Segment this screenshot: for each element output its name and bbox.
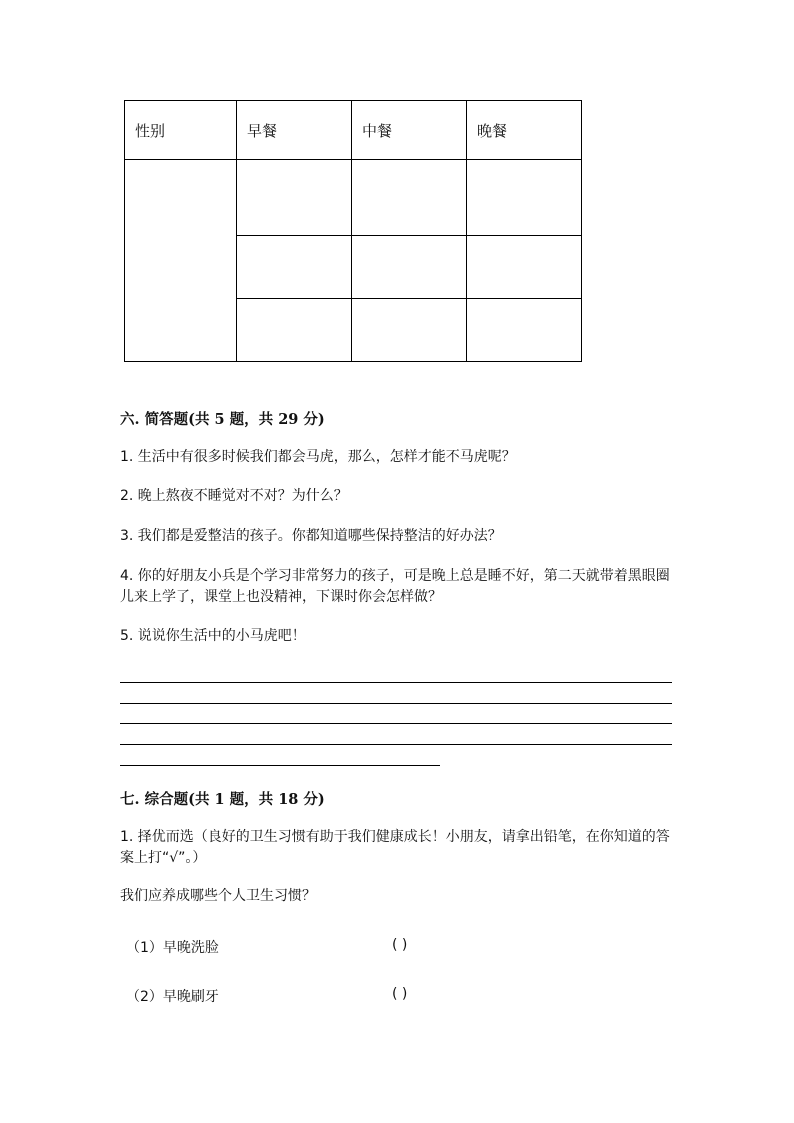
answer-line[interactable] [120,682,672,683]
question-4: 4. 你的好朋友小兵是个学习非常努力的孩子，可是晚上总是睡不好，第二天就带着黑眼圈儿来上学了，课堂上也没精神，下课时你会怎样做？ [120,568,670,605]
table-cell[interactable] [467,236,582,299]
table-cell[interactable] [237,236,352,299]
question-3: 3. 我们都是爱整洁的孩子。你都知道哪些保持整洁的好办法？ [120,528,502,544]
question-1: 1. 生活中有很多时候我们都会马虎，那么，怎样才能不马虎呢？ [120,449,516,465]
answer-line[interactable] [120,744,672,745]
header-dinner: 晚餐 [467,101,582,160]
table-row [125,160,582,236]
answer-parentheses[interactable]: ( ) [392,937,408,953]
answer-line[interactable] [120,723,672,724]
question-intro: 1. 择优而选（良好的卫生习惯有助于我们健康成长！小朋友，请拿出铅笔，在你知道的答案上打“√”。） [120,829,670,866]
answer-line[interactable] [120,703,672,704]
table-cell[interactable] [352,236,467,299]
question-5: 5. 说说你生活中的小马虎吧！ [120,628,306,644]
section-6-title: 六. 简答题(共 5 题，共 29 分) [120,411,325,428]
header-lunch: 中餐 [352,101,467,160]
table-cell[interactable] [237,299,352,362]
section-7-title: 七. 综合题(共 1 题，共 18 分) [120,791,325,808]
header-gender: 性别 [125,101,237,160]
table-cell[interactable] [352,160,467,236]
question-2: 2. 晚上熬夜不睡觉对不对？为什么？ [120,488,348,504]
gender-cell[interactable] [125,160,237,362]
option-label: （1）早晚洗脸 [126,940,219,956]
table-cell[interactable] [467,160,582,236]
answer-line[interactable] [120,765,440,766]
header-breakfast: 早餐 [237,101,352,160]
table-cell[interactable] [467,299,582,362]
answer-parentheses[interactable]: ( ) [392,986,408,1002]
table-cell[interactable] [352,299,467,362]
meal-table [124,100,582,362]
option-label: （2）早晚刷牙 [126,989,219,1005]
question-prompt: 我们应养成哪些个人卫生习惯？ [120,888,316,904]
table-header-row [125,101,582,160]
table-cell[interactable] [237,160,352,236]
